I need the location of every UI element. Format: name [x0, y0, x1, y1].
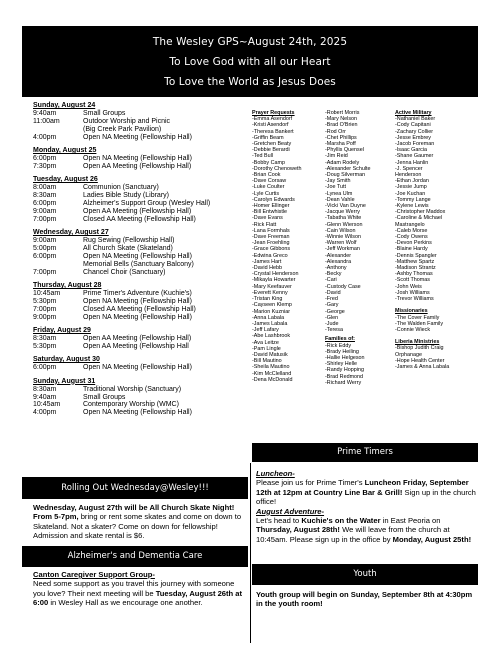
event-time: 10:45am	[33, 401, 61, 409]
event-time: 7:00pm	[33, 305, 57, 313]
schedule-event	[33, 134, 233, 142]
adventure-text-b: in East Peoria on	[380, 516, 441, 526]
event-time: 9:40am	[33, 393, 57, 401]
prayer-name: -Dave Freeman	[252, 234, 290, 241]
luncheon-text-a: Please join us for Prime Timer's	[256, 478, 365, 488]
schedule-event	[33, 269, 233, 277]
bulletin-title: The Wesley GPS~August 24th, 2025	[152, 36, 348, 48]
prayer-name: -Glenn Wierson	[325, 221, 363, 228]
event-time: 8:30am	[33, 192, 57, 200]
prayer-name: -Winnie Wilson	[325, 234, 361, 241]
prayer-name: -Bobby Camp	[252, 159, 285, 166]
schedule-event	[33, 163, 233, 171]
event-description: Open NA Meeting (Fellowship Hall)	[83, 133, 192, 141]
adventure-text-c: We will leave from the church at 10:45am. Please sign up in the office by	[256, 525, 450, 544]
alzheimers-text	[33, 570, 245, 608]
prayer-name: -Jeff Lafary	[252, 327, 279, 334]
schedule-day-heading: Friday, August 29	[33, 327, 91, 335]
prayer-name: -Custody Case	[325, 283, 361, 290]
family-name: -Rick Eddy	[325, 342, 352, 349]
military-name: -Dennis Spangler	[395, 252, 437, 259]
prayer-name: -Anna Labala	[252, 314, 285, 321]
military-name: -Christopher Maddox	[395, 209, 446, 216]
schedule-event	[33, 118, 233, 126]
event-time: 6:00pm	[33, 154, 57, 162]
prayer-name: -Jude	[325, 320, 339, 327]
military-name: -Ashby Thomas	[395, 271, 433, 278]
event-description: Closed AA Meeting (Fellowship Hall)	[83, 305, 196, 313]
luncheon-date: Luncheon Friday, September 12th at 12pm at Country Line Bar & Grill!	[256, 478, 469, 497]
prayer-name: -Marion Kuzniar	[252, 308, 291, 315]
family-name: -Randy Hopping	[325, 367, 364, 374]
military-name: Henderson	[395, 172, 422, 179]
youth-announcement: Youth group will begin on Sunday, September 8th at 4:30pm in the youth room!	[256, 590, 473, 609]
event-description: Ladies Bible Study (Library)	[83, 192, 169, 200]
schedule-day-heading: Thursday, August 28	[33, 282, 102, 290]
prayer-name: -Ava Leitze	[252, 339, 279, 346]
prayer-name: -Vicki Van Duyne	[325, 203, 366, 210]
prayer-name: -Debbie Berardi	[252, 147, 290, 154]
prayer-name: -David Hebb	[252, 265, 282, 272]
prayer-name: -Becky	[325, 271, 342, 278]
family-name: -Brad Redmond	[325, 373, 364, 380]
prayer-name: -Rick Flatt	[252, 221, 277, 228]
prayer-heading: Prayer Requests	[252, 110, 295, 116]
prayer-name: -Edwina Greco	[252, 252, 288, 259]
event-description: Open NA Meeting (Fellowship Hall)	[83, 252, 192, 260]
prayer-name: -Emma Asendorf	[252, 116, 293, 123]
event-time: 4:00pm	[33, 133, 57, 141]
event-description: Alzheimer's Support Group (Wesley Hall)	[83, 199, 211, 207]
event-description: Small Groups	[83, 109, 126, 117]
prayer-name: -Luke Coulter	[252, 184, 285, 191]
military-name: -Matthew Spartz	[395, 258, 435, 265]
military-name: -Jacob Foreman	[395, 141, 435, 148]
prayer-name: -Dean Vahle	[325, 196, 355, 203]
event-description: Open NA Meeting (Fellowship Hall)	[83, 409, 192, 417]
prayer-name: -Lyle Curtis	[252, 190, 280, 197]
military-name: -Kylene Lewis	[395, 203, 429, 210]
event-description: Open NA Meeting (Fellowship Hall)	[83, 154, 192, 162]
event-description: Memorial Bells (Sanctuary Balcony)	[83, 260, 194, 268]
prayer-name: -Fred	[325, 296, 338, 303]
prayer-name: -Kristi Asendorf	[252, 122, 289, 129]
schedule-event	[33, 343, 233, 351]
caregiver-text-a: Need some support as you travel this journey with someone you love? Their next meeting will be	[33, 579, 235, 598]
event-description: Closed AA Meeting (Fellowship Hall)	[83, 215, 196, 223]
schedule-event	[33, 216, 233, 224]
caregiver-text-b: in Wesley Hall as we encourage one another.	[48, 598, 203, 608]
prayer-name: -Adam Rodely	[325, 159, 360, 166]
event-description: Open AA Meeting (Fellowship Hall	[83, 342, 189, 350]
prayer-name: -Dorothy Chenoweth	[252, 165, 302, 172]
schedule-event	[33, 237, 233, 245]
prayer-name: -Joe Tutt	[325, 184, 346, 191]
prayer-name: -Chet Phillips	[325, 134, 357, 141]
event-time	[33, 261, 83, 269]
event-description: Chancel Choir (Sanctuary)	[83, 268, 166, 276]
event-description: Communion (Sanctuary)	[83, 184, 159, 192]
schedule-event	[33, 208, 233, 216]
event-time: 6:00pm	[33, 252, 57, 260]
rolling-out-bar: Rolling Out Wednesday@Wesley!!!	[22, 477, 248, 499]
event-description: Open AA Meeting (Fellowship Hall)	[83, 335, 192, 343]
military-name: -Ethan Jordan	[395, 178, 429, 185]
military-name: -Josh Williams	[395, 289, 430, 296]
schedule-event	[33, 290, 233, 298]
prayer-name: -Warren Wolf	[325, 240, 357, 247]
military-heading: Active Military	[395, 110, 432, 116]
caregiver-date: Tuesday, August 26th at 6:00	[33, 588, 243, 608]
prime-timers-text	[256, 469, 478, 544]
missionaries-heading: Missionaries	[395, 308, 428, 315]
event-time: 5:00pm	[33, 245, 57, 252]
alzheimers-bar: Alzheimer's and Dementia Care	[22, 546, 248, 567]
event-time: 8:30am	[33, 385, 57, 393]
prayer-name: -Jeff Workman	[325, 246, 360, 253]
prayer-name: -Robert Morris	[325, 110, 360, 116]
military-name: -Zachary Collier	[395, 128, 434, 135]
military-name: -Madison Strantz	[395, 265, 436, 272]
liberia-heading: Liberia Ministries	[395, 339, 440, 346]
prayer-name: -Mary Keefauver	[252, 283, 292, 290]
adventure-place: Kuchie's on the Water	[301, 516, 381, 526]
prayer-name: -Lana Formhals	[252, 227, 290, 234]
prayer-name: -Kim McClelland	[252, 370, 292, 377]
event-time: 10:45am	[33, 290, 61, 298]
family-name: -Hallie Helgeson	[325, 354, 365, 361]
military-name: -Devon Perkins	[395, 240, 432, 247]
prayer-name: -Dave Corsaw	[252, 178, 287, 185]
prayer-name: -Crystal Henderson	[252, 271, 299, 278]
prayer-name: -Gary	[325, 302, 339, 309]
military-name: -Joe Kuchan	[395, 190, 426, 197]
schedule-event	[33, 110, 233, 118]
prayer-name: -James Labala	[252, 320, 288, 327]
prime-timers-bar: Prime Timers	[252, 443, 478, 462]
prayer-name: -Cayseen Klemp	[252, 302, 292, 309]
families-heading: Families of:	[325, 336, 355, 343]
event-time: 11:00am	[33, 117, 60, 125]
schedule-day-heading: Wednesday, August 27	[33, 229, 109, 237]
prayer-name: -Jim Reid	[325, 153, 348, 160]
prayer-name: -Alexander	[325, 252, 352, 259]
prayer-name: -Gretchen Beaty	[252, 141, 292, 148]
event-time	[33, 126, 83, 134]
prayer-name: -Glen	[325, 314, 339, 321]
schedule-event	[33, 335, 233, 343]
prayer-name: -Jacque Werry	[325, 209, 360, 216]
schedule-event	[33, 314, 233, 322]
event-description: All Church Skate (Skateland)	[83, 245, 173, 252]
schedule-day-heading: Saturday, August 30	[33, 356, 100, 364]
prayer-name: -Bill Mautino	[252, 358, 282, 365]
prayer-name: -Sheila Mautino	[252, 364, 290, 371]
prayer-name: -James Hart	[252, 258, 282, 265]
event-time: 9:00am	[33, 237, 57, 245]
prayer-name: -Pam Lingle	[252, 345, 281, 352]
event-time: 9:40am	[33, 109, 57, 117]
prayer-name: -Teresa	[325, 327, 343, 334]
event-description: Contemporary Worship (WMC)	[83, 401, 179, 409]
event-description: Open NA Meeting (Fellowship Hall)	[83, 364, 192, 372]
schedule-event	[33, 245, 233, 253]
prayer-name: -George	[325, 308, 345, 315]
column-divider	[250, 463, 251, 643]
prayer-name: -Alexandra	[325, 258, 352, 265]
schedule-event	[33, 364, 233, 372]
prayer-name: -Dave Evans	[252, 215, 283, 222]
mission-line-2: To Love the World as Jesus Does	[164, 76, 336, 88]
event-description: Small Groups	[83, 393, 126, 401]
prayer-name: -Grace Gibbons	[252, 246, 291, 253]
military-name: -Trevor Williams	[395, 296, 434, 303]
event-description: Outdoor Worship and Picnic	[83, 117, 171, 125]
prayer-name: -Everett Kenny	[252, 289, 288, 296]
prayer-name: -Tristan King	[252, 296, 283, 303]
schedule-day-heading: Sunday, August 31	[33, 377, 96, 385]
prayer-name: -Anthony	[325, 265, 347, 272]
prayer-name: -Theresa Bankert	[252, 128, 294, 135]
missionary-name: -The Walden Family	[395, 320, 444, 327]
schedule-day-heading: Monday, August 25	[33, 147, 97, 155]
prayer-name: -Alexander Schulte	[325, 165, 371, 172]
event-time: 8:30am	[33, 335, 57, 343]
event-description: Open NA Meeting (Fellowship Hall)	[83, 297, 192, 305]
event-description: Open AA Meeting (Fellowship Hall)	[83, 162, 192, 170]
prayer-name: -Homer Ellinger	[252, 203, 290, 210]
adventure-date: Thursday, August 28th!	[256, 525, 340, 535]
military-missionaries	[395, 110, 485, 370]
event-description: Open AA Meeting (Fellowship Hall)	[83, 207, 192, 215]
family-name: -Shirley Helle	[325, 361, 358, 368]
event-description: Open NA Meeting (Fellowship Hall)	[83, 313, 192, 321]
prayer-name: -Cain Wilson	[325, 227, 356, 234]
youth-text	[256, 590, 478, 609]
youth-bar: Youth	[252, 564, 478, 585]
military-name: -Scott Thomas	[395, 277, 430, 284]
prayer-name: -Brad O'Brien	[325, 122, 358, 129]
prayer-name: -Brian Cook	[252, 172, 281, 179]
liberia-item: -Bishop Judith Craig	[395, 345, 444, 352]
skate-night-details: bring or rent some skates and come on down to Skateland. Not a skater? Come on down for fellowship! Admission and skate rental is $6.	[33, 512, 242, 541]
event-time: 9:00pm	[33, 313, 57, 321]
schedule-event	[33, 155, 233, 163]
header-banner	[22, 26, 478, 97]
prayer-name: -Griffin Beam	[252, 134, 284, 141]
military-name: -Shane Gaumer	[395, 153, 434, 160]
event-time: 6:00pm	[33, 199, 57, 207]
schedule-event	[33, 306, 233, 314]
liberia-item: -James & Anna Labala	[395, 363, 450, 370]
military-name: -Jesse Embrey	[395, 134, 431, 141]
military-name: -Cody Capitani	[395, 122, 431, 129]
prayer-name: -Cari	[325, 277, 337, 284]
luncheon-heading: Luncheon-	[256, 469, 295, 478]
event-time: 4:00pm	[33, 409, 57, 417]
event-time: 7:30pm	[33, 162, 57, 170]
military-name: -J. Spencer	[395, 165, 423, 172]
prayer-name: -David Matusik	[252, 351, 288, 358]
military-name: -Caleb Morse	[395, 227, 428, 234]
luncheon-text-b: Sign up in the church office!	[256, 487, 476, 507]
event-description: Prime Timer's Adventure (Kuchie's)	[83, 290, 192, 298]
military-name: -Isaac Garcia	[395, 147, 428, 154]
event-time: 7:00pm	[33, 215, 57, 223]
military-name: -Tommy Lange	[395, 196, 431, 203]
schedule-event	[33, 200, 233, 208]
prayer-name: -Dena McDonald	[252, 376, 293, 383]
schedule-event	[33, 394, 233, 402]
mission-line-1: To Love God with all our Heart	[169, 56, 331, 68]
prayer-name: -Rod Orr	[325, 128, 346, 135]
weekly-schedule	[33, 102, 233, 417]
event-description: (Big Creek Park Pavilion)	[83, 125, 162, 133]
family-name: -Brady Heiling	[325, 348, 359, 355]
prayer-name: -Ted Bull	[252, 153, 273, 160]
military-name: -John Weis	[395, 283, 422, 290]
military-name: -Caroline & Michael	[395, 215, 443, 222]
event-time: 8:00am	[33, 184, 57, 192]
adventure-deadline: Monday, August 25th!	[392, 534, 472, 544]
schedule-event	[33, 261, 233, 269]
schedule-event	[33, 253, 233, 261]
schedule-event	[33, 184, 233, 192]
prayer-name: -Carolyn Edwards	[252, 196, 295, 203]
schedule-event	[33, 386, 233, 394]
schedule-event	[33, 401, 233, 409]
event-time: 5:30pm	[33, 297, 57, 305]
military-name: -Jenna Hanlin	[395, 159, 429, 166]
military-name: -Jessie Jump	[395, 184, 427, 191]
prayer-name: -Mikayla Howarter	[252, 277, 296, 284]
military-name: -Nathaniel Baker	[395, 116, 436, 123]
prayer-name: -Bill Entwhistle	[252, 209, 288, 216]
adventure-text-a: Let's head to	[256, 516, 302, 526]
prayer-name: -Doug Silverman	[325, 172, 366, 179]
military-name: -Blaine Hardy	[395, 246, 428, 253]
schedule-event	[33, 126, 233, 134]
missionary-name: -Connie Wieck	[395, 326, 431, 333]
prayer-name: -Jay Smith	[325, 178, 351, 185]
event-time: 6:00pm	[33, 364, 57, 372]
military-name: Mastrangelo	[395, 221, 425, 228]
event-time: 5:30pm	[33, 342, 57, 350]
schedule-day-heading: Tuesday, August 26	[33, 176, 98, 184]
schedule-day-heading: Sunday, August 24	[33, 102, 96, 109]
prayer-name: -Phyllis Quensel	[325, 147, 364, 154]
event-time: 7:00pm	[33, 268, 57, 276]
event-description: Rug Sewing (Fellowship Hall)	[83, 237, 175, 245]
prayer-name: -Tabatha White	[325, 215, 362, 222]
missionary-name: -The Cover Family	[395, 314, 440, 321]
schedule-event	[33, 298, 233, 306]
rolling-out-text	[33, 503, 245, 541]
schedule-event	[33, 192, 233, 200]
caregiver-heading: Canton Caregiver Support Group-	[33, 570, 155, 579]
family-name: -Richard Werry	[325, 379, 362, 386]
prayer-name: -Abe Lashbrook	[252, 333, 291, 340]
prayer-name: -Marsha Poff	[325, 141, 356, 148]
prayer-name: -Lynea Ulm	[325, 190, 353, 197]
adventure-heading: August Adventure-	[256, 506, 325, 516]
liberia-item: -Hope Health Center	[395, 357, 445, 364]
liberia-item: Orphanage	[395, 351, 422, 358]
prayer-name: -David	[325, 289, 341, 296]
skate-night-highlight: Wednesday, August 27th will be All Church Skate Night! From 5-7pm,	[33, 503, 235, 522]
event-time: 9:00am	[33, 207, 57, 215]
prayer-name: -Jean Froehling	[252, 240, 290, 247]
prayer-name: -Mary Nelson	[325, 116, 358, 123]
schedule-event	[33, 409, 233, 417]
military-name: -Cody Owens	[395, 234, 428, 241]
event-description: Traditional Worship (Sanctuary)	[83, 385, 182, 393]
